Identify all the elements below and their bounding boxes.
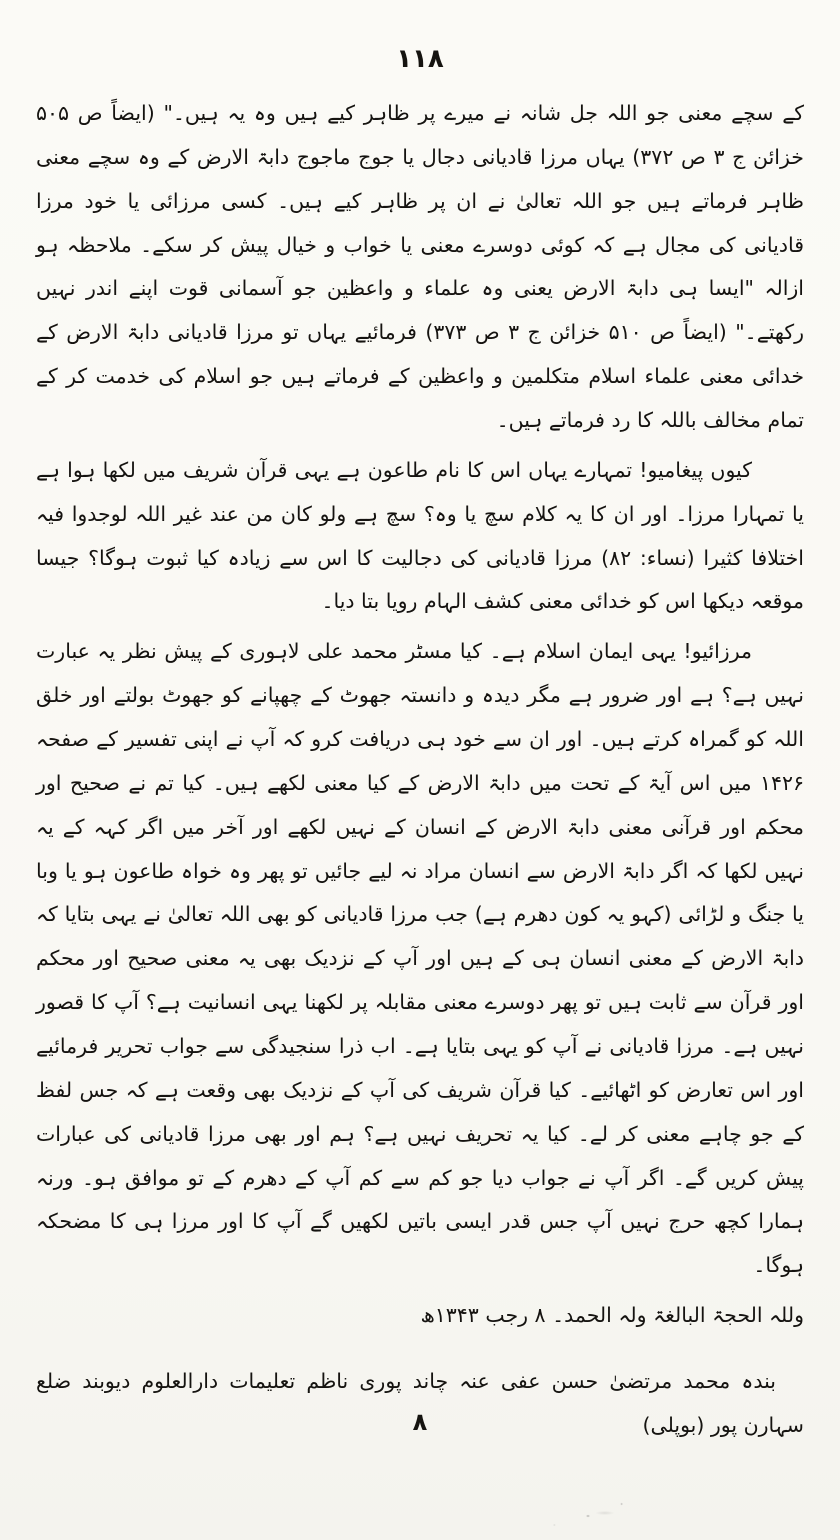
closing-line: وللہ الحجۃ البالغۃ ولہ الحمد۔ ۸ رجب ۱۳۴۳ھ xyxy=(420,1303,804,1328)
paragraph-1: کے سچے معنی جو اللہ جل شانہ نے میرے پر ظاہر کیے ہیں وہ یہ ہیں۔" (ایضاً ص ۵۰۵ خزائن ج ۳ ص ۳۷۲) یہاں مرزا قادیانی دجال یا جوج ماجوج دابۃ الارض کے وہ سچے معنی ظاہر فرماتے ہیں جو اللہ تعالیٰ نے ان پر ظاہر کیے ہیں۔ کسی مرزائی یا خود مرزا قادیانی کی مجال ہے کہ کوئی دوسرے معنی یا خواب و خیال پیش کر سکے۔ ملاحظہ ہو ازالہ "ایسا ہی دابۃ الارض یعنی وہ علماء و واعظین جو آسمانی قوت اپنے اندر نہیں رکھتے۔" (ایضاً ص ۵۱۰ خزائن ج ۳ ص ۳۷۳) فرمائیے یہاں تو مرزا قادیانی دابۃ الارض کے خدائی معنی علماء اسلام متکلمین و واعظین کے فرماتے ہیں جو اسلام کی خدمت کر کے تمام مخالف باللہ کا رد فرماتے ہیں۔ xyxy=(36,101,804,433)
paragraph-3: مرزائیو! یہی ایمان اسلام ہے۔ کیا مسٹر محمد علی لاہوری کے پیش نظر یہ عبارت نہیں ہے؟ ہے اور ضرور ہے مگر دیدہ و دانستہ جھوٹ کے چھپانے کو جھوٹ بولتے اور خلق اللہ کو گمراہ کرتے ہیں۔ اور ان سے خود ہی دریافت کرو کہ آپ نے اپنی تفسیر کے صفحہ ۱۴۲۶ میں اس آیۃ کے تحت میں دابۃ الارض کے کیا معنی لکھے ہیں۔ کیا تم نے صحیح اور محکم اور قرآنی معنی دابۃ الارض کے انسان کے نہیں لکھے اور آخر میں اگر کہہ کے یہ نہیں لکھا کہ اگر دابۃ الارض سے انسان مراد نہ لیے جائیں تو پھر وہ خواہ طاعون ہو یا وبا یا جنگ و لڑائی (کہو یہ کون دھرم ہے) جب مرزا قادیانی کو بھی اللہ تعالیٰ نے یہی بتایا کہ دابۃ الارض کے معنی انسان ہی کے ہیں اور آپ کے نزدیک بھی یہ معنی صحیح اور محکم اور قرآن سے ثابت ہیں تو پھر دوسرے معنی مقابلہ پر لکھنا یہی انسانیت ہے؟ آپ کا قصور نہیں ہے۔ مرزا قادیانی نے آپ کو یہی بتایا ہے۔ اب ذرا سنجیدگی سے جواب تحریر فرمائیے اور اس تعارض کو اٹھائیے۔ کیا قرآن شریف کی آپ کے نزدیک بھی وقعت ہے کہ جس لفظ کے جو چاہے معنی کر لے۔ کیا یہ تحریف نہیں ہے؟ ہم اور بھی مرزا قادیانی کی عبارات پیش کریں گے۔ اگر آپ نے جواب دیا جو کم سے کم آپ کے دھرم کے تو موافق ہو۔ ورنہ ہمارا کچھ حرج نہیں آپ جس قدر ایسی باتیں لکھیں گے آپ کا اور مرزا ہی کا مضحکہ ہوگا۔ xyxy=(36,639,804,1278)
page-number-top: ۱۱۸ xyxy=(396,44,444,74)
paragraph-2: کیوں پیغامیو! تمہارے یہاں اس کا نام طاعون ہے یہی قرآن شریف میں لکھا ہوا ہے یا تمہارا مرزا۔ اور ان کا یہ کلام سچ یا وہ؟ سچ ہے ولو کان من عند غیر اللہ لوجدوا فیہ اختلافا کثیرا (نساء: ۸۲) مرزا قادیانی کی دجالیت کا اس سے زیادہ کیا ثبوت ہوگا؟ جیسا موقعہ دیکھا اس کو خدائی معنی کشف الہام رویا بتا دیا۔ xyxy=(36,457,804,614)
page-number-bottom: ۸ xyxy=(412,1408,428,1436)
document-body xyxy=(0,74,840,1448)
signature-line: بندہ محمد مرتضیٰ حسن عفی عنہ چاند پوری ناظم تعلیمات دارالعلوم دیوبند ضلع سہارن پور (بوپلی) xyxy=(36,1369,804,1437)
